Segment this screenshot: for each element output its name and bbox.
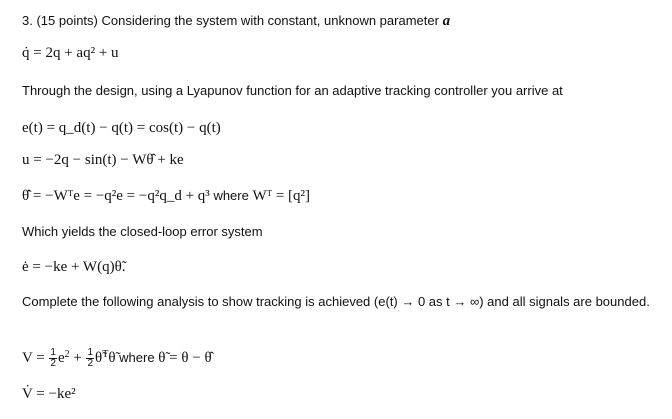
update-law: [22, 188, 310, 204]
closed-loop-equation-text: ė = −ke + W(q)θ̃.: [22, 259, 126, 275]
system-equation-text: q̇ = 2q + aq² + u: [22, 45, 119, 61]
problem-heading: [22, 13, 450, 29]
lyapunov-function: [22, 348, 212, 369]
closed-loop-equation: [22, 259, 126, 275]
update-law-math: θ̂̇ = −Wᵀe = −q²e = −q²q_d + q³: [22, 188, 210, 204]
control-law-text: u = −2q − sin(t) − Wθ̂ + ke: [22, 152, 184, 168]
control-law: [22, 152, 184, 168]
half-fraction-1: $\frac{1}{2}$: [50, 347, 56, 369]
error-definition: [22, 120, 221, 136]
lyapunov-lhs: V =: [22, 349, 45, 366]
lyapunov-estimation-error: θ̃ = θ − θ̂: [158, 349, 212, 366]
lyapunov-term-2: θ̃$^T$θ̃: [95, 348, 116, 366]
parameter-symbol: a: [442, 13, 451, 29]
update-law-where: where: [213, 188, 249, 203]
half-fraction-2: $\frac{1}{2}$: [87, 347, 94, 369]
design-paragraph: Through the design, using a Lyapunov function for an adaptive tracking controller you arrive at: [22, 83, 563, 98]
lyapunov-derivative-text: V̇ = −ke²: [22, 386, 76, 402]
lyapunov-derivative: [22, 386, 76, 402]
closed-loop-paragraph: Which yields the closed-loop error system: [22, 224, 263, 239]
lyapunov-where: where: [119, 349, 155, 365]
analysis-paragraph: Complete the following analysis to show tracking is achieved (e(t) → 0 as t → ∞) and all signals are bounded.: [22, 294, 650, 309]
lyapunov-term-1: $e^2$ +: [57, 348, 82, 366]
update-law-regressor: Wᵀ = [q²]: [252, 188, 311, 204]
problem-heading-text: 3. (15 points) Considering the system with constant, unknown parameter: [22, 13, 439, 28]
system-equation: [22, 45, 119, 61]
error-definition-text: e(t) = q_d(t) − q(t) = cos(t) − q(t): [22, 120, 221, 136]
